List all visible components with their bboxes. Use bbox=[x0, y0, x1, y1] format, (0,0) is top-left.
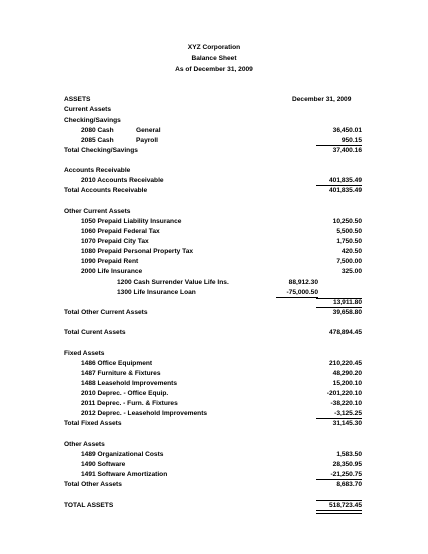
current-assets-heading: Current Assets bbox=[64, 106, 112, 113]
sub-amount: 88,912.30 bbox=[288, 279, 318, 286]
account-code: 2080 Cash bbox=[81, 127, 114, 134]
amount: 15,200.10 bbox=[332, 380, 362, 387]
total-fixed-label: Total Fixed Assets bbox=[64, 420, 122, 427]
account-name: 2011 Deprec. - Furn. & Fixtures bbox=[81, 400, 178, 407]
amount: -21,250.75 bbox=[330, 471, 362, 478]
account-name: Payroll bbox=[136, 137, 158, 144]
account-name: 1060 Prepaid Federal Tax bbox=[81, 228, 160, 235]
total-fixed-amount: 31,145.30 bbox=[332, 420, 362, 427]
double-underline bbox=[316, 510, 362, 514]
total-other-assets-amount: 8,683.70 bbox=[336, 481, 362, 488]
account-name: 1490 Software bbox=[81, 461, 126, 468]
total-receivable-amount: 401,835.49 bbox=[328, 187, 362, 194]
amount: 950.15 bbox=[341, 137, 362, 144]
account-name: 1050 Prepaid Liability Insurance bbox=[81, 218, 182, 225]
total-assets-amount: 518,723.45 bbox=[328, 502, 362, 509]
total-checking-label: Total Checking/Savings bbox=[64, 147, 138, 154]
report-date: As of December 31, 2009 bbox=[175, 66, 253, 73]
other-current-heading: Other Current Assets bbox=[64, 208, 131, 215]
sub-total-amount: 13,911.80 bbox=[333, 299, 362, 306]
underline bbox=[316, 298, 362, 299]
total-current-label: Total Curent Assets bbox=[64, 329, 126, 336]
receivable-heading: Accounts Receivable bbox=[64, 167, 131, 174]
amount: 420.50 bbox=[341, 248, 362, 255]
amount: 1,583.50 bbox=[336, 451, 362, 458]
total-receivable-label: Total Accounts Receivable bbox=[64, 187, 148, 194]
other-assets-heading: Other Assets bbox=[64, 441, 105, 448]
account-name: 2010 Deprec. - Office Equip. bbox=[81, 390, 169, 397]
account-name: 2000 Life Insurance bbox=[81, 268, 143, 275]
total-other-assets-label: Total Other Assets bbox=[64, 481, 122, 488]
account-name: 1487 Furniture & Fixtures bbox=[81, 370, 161, 377]
account-name: 1486 Office Equipment bbox=[81, 360, 153, 367]
account-name: 1070 Prepaid City Tax bbox=[81, 238, 149, 245]
amount: -201,220.10 bbox=[326, 390, 362, 397]
amount: -3,125.25 bbox=[334, 410, 362, 417]
total-assets-label: TOTAL ASSETS bbox=[64, 502, 114, 509]
underline bbox=[316, 500, 362, 501]
account-code: 2085 Cash bbox=[81, 137, 114, 144]
amount: 28,350.95 bbox=[332, 461, 362, 468]
sub-account-name: 1300 Life Insurance Loan bbox=[117, 289, 196, 296]
amount: 1,750.50 bbox=[336, 238, 362, 245]
underline bbox=[316, 307, 362, 308]
account-name: 1488 Leasehold Improvements bbox=[81, 380, 178, 387]
underline bbox=[316, 145, 362, 146]
account-name: 2012 Deprec. - Leasehold Improvements bbox=[81, 410, 208, 417]
amount: 10,250.50 bbox=[332, 218, 362, 225]
company-name: XYZ Corporation bbox=[187, 44, 241, 51]
amount: 36,450.01 bbox=[332, 127, 362, 134]
underline bbox=[316, 479, 362, 480]
checking-savings-heading: Checking/Savings bbox=[64, 117, 121, 124]
report-title: Balance Sheet bbox=[191, 55, 237, 62]
amount: 7,500.00 bbox=[336, 258, 362, 265]
amount: 325.00 bbox=[341, 268, 362, 275]
amount: 401,835.49 bbox=[328, 177, 362, 184]
account-name: 1489 Organizational Costs bbox=[81, 451, 164, 458]
total-checking-amount: 37,400.16 bbox=[332, 147, 362, 154]
account-name: General bbox=[136, 127, 161, 134]
account-name: 1491 Software Amortization bbox=[81, 471, 168, 478]
amount: 5,500.50 bbox=[336, 228, 362, 235]
underline bbox=[276, 297, 318, 298]
underline bbox=[316, 418, 362, 419]
fixed-assets-heading: Fixed Assets bbox=[64, 350, 105, 357]
sub-amount: -75,000.50 bbox=[286, 289, 318, 296]
total-current-amount: 478,894.45 bbox=[328, 329, 362, 336]
underline bbox=[316, 185, 362, 186]
amount: 48,290.20 bbox=[332, 370, 362, 377]
account-name: 1090 Prepaid Rent bbox=[81, 258, 139, 265]
account-name: 1080 Prepaid Personal Property Tax bbox=[81, 248, 194, 255]
amount: -38,220.10 bbox=[330, 400, 362, 407]
amount: 210,220.45 bbox=[328, 360, 362, 367]
total-other-current-label: Total Other Current Assets bbox=[64, 309, 148, 316]
total-other-current-amount: 39,658.80 bbox=[332, 309, 362, 316]
account-name: 2010 Accounts Receivable bbox=[81, 177, 164, 184]
sub-account-name: 1200 Cash Surrender Value Life Ins. bbox=[117, 279, 229, 286]
assets-heading: ASSETS bbox=[64, 96, 91, 103]
period-column-header: December 31, 2009 bbox=[292, 96, 352, 103]
